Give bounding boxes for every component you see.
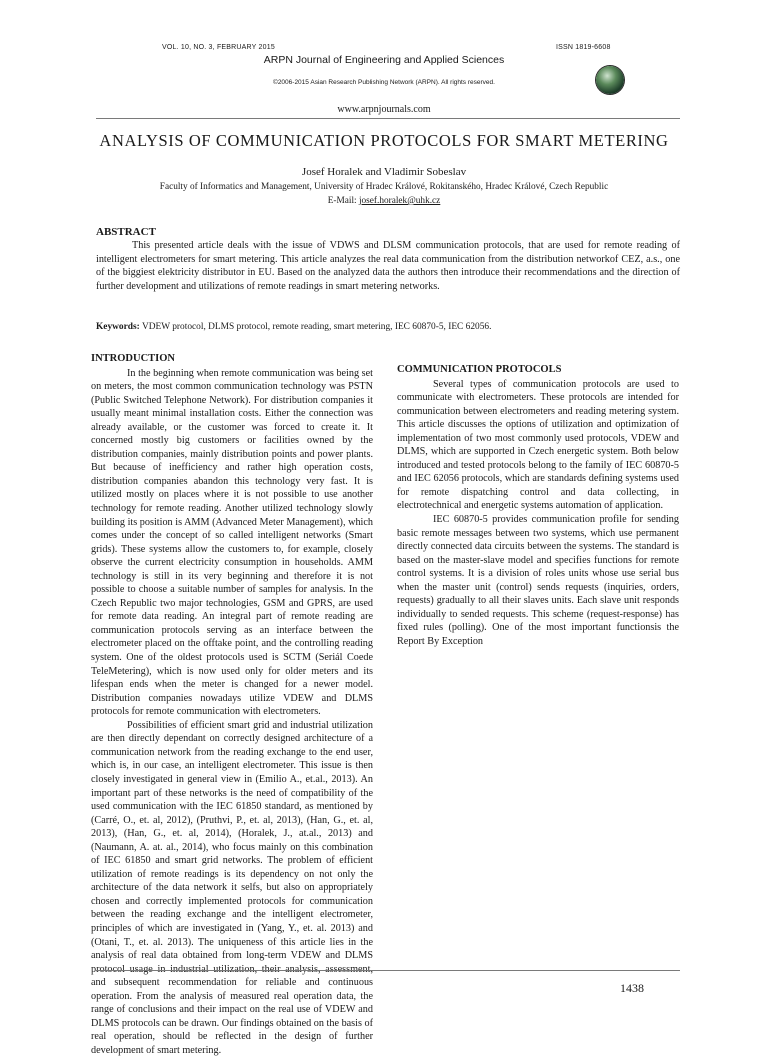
header-divider <box>96 118 680 119</box>
introduction-paragraph-2: Possibilities of efficient smart grid and industrial utilization are then directly dependant on correctly designed architecture of a communication network from the reading exchange to the end user, which is, in our case, an intelligent electrometer. This issue is then closely investigated in general view in (Emilio A., et.al., 2013). An important part of these networks is the need of compatibility of the used communication with the IEC 61850 standard, as mentioned by (Carré, O., et. al, 2012), (Pruthvi, P., et. al, 2013), (Han, G., et. al, 2013), (Han, G., et. al, 2014), (Horalek, J., at.al., 2013) and (Naumann, A. at. al., 2014), who focus mainly on this combination of IEC 61850 and smart grid networks. The problem of efficient utilization of remote readings is its dependency on not only the architecture of the data network it selfs, but also on appropriately chosen and correctly implemented protocols for communication between the reading exchange and the intelligent electrometer, principles of which are investigated in (Yang, Y., et. al. 2013) and (Otani, T., et. al. 2013). The uniqueness of this article lies in the analysis of real data obtained from long-term VDEW and DLMS protocol usage in industrial utilization, their analysis, assessment, and subsequent recommendation for reliable and continuous operation. From the analysis of measured real operation data, the range of conclusions and their impact on the real use of VDEW and DLMS protocols can be drawn. Our findings obtained on the basis of real operation, should be reflected in the design of further development of smart metering. <box>91 719 373 1056</box>
copyright-notice: ©2006-2015 Asian Research Publishing Network (ARPN). All rights reserved. <box>273 79 495 86</box>
left-column <box>91 352 373 1057</box>
keywords-text: VDEW protocol, DLMS protocol, remote reading, smart metering, IEC 60870-5, IEC 62056. <box>141 322 492 332</box>
introduction-heading: INTRODUCTION <box>91 353 176 364</box>
right-column <box>397 352 679 648</box>
volume-info: VOL. 10, NO. 3, FEBRUARY 2015 <box>162 44 275 51</box>
journal-website: www.arpnjournals.com <box>337 104 431 115</box>
author-email-line <box>0 196 768 206</box>
footer-divider <box>96 970 680 971</box>
issn: ISSN 1819-6608 <box>556 44 611 51</box>
page-number: 1438 <box>620 981 644 995</box>
email-label: E-Mail: <box>327 196 357 206</box>
keywords-line <box>96 322 680 332</box>
abstract-heading: ABSTRACT <box>96 226 156 238</box>
protocols-paragraph-2: IEC 60870-5 provides communication profile for sending basic remote messages between two systems, which use permanent directly connected data circuits between the systems. The standard is based on the master-slave model and specifies functions for remote control systems. It is a division of roles units whose use serial bus when the master unit (control) sends requests (inquiries, orders, requests) gradually to all their slaves units. Each slave unit responds individually to sended requests. This scheme (request-response) has fixed rules (polling). One of the most important functionsis the Report By Exception <box>397 514 679 647</box>
protocols-paragraph-1: Several types of communication protocols are used to communicate with electrometers. These protocols are intended for communication between electrometers and reading metering system. This article discusses the options of utilization and optimization of implementation of two most commonly used protocols, VDEW and DLMS, which are supported in Czech energetic system. Both below introduced and tested protocols belong to the family of IEC 60870-5 and IEC 62056 protocols, which are standards defining systems used for remote dispatching control and data collecting, in electrotechnical and energetic systems automation of application. <box>397 378 679 512</box>
abstract-text: This presented article deals with the issue of VDWS and DLSM communication protocols, that are used for remote reading of intelligent electrometers for smart metering. This article analyzes the real data communication from the distribution networkof CEZ, a.s., one of the biggiest elektricity distributor in EU. Based on the analyzed data the authors then introduce their recommendations and the direction of further development and utilizations of remote readings in smart metering networks. <box>96 240 680 292</box>
keywords-label: Keywords: <box>96 322 140 332</box>
protocols-heading: COMMUNICATION PROTOCOLS <box>397 364 562 375</box>
paper-title: ANALYSIS OF COMMUNICATION PROTOCOLS FOR SMART METERING <box>99 131 669 150</box>
journal-name: ARPN Journal of Engineering and Applied Sciences <box>263 54 505 66</box>
introduction-paragraph-1: In the beginning when remote communication was being set on meters, the most common communication technology was PSTN (Public Switched Telephone Network). For distribution companies it usually meant minimal installation costs. Either the connection was already available, or the customer was forced to create it. It concerned mostly big customers or facilities owned by the distribution companies, mainly distribution points and power plants. But because of inefficiency and rather high operation costs, distribution companies abandon this technology very fast. It is utilized mostly on places where it is not possible to use another technology for remote reading. Another utilized technology slowly building its position is AMM (Advanced Meter Management), which comes under the concept of so called intelligent networks (Smart grids). These systems allow the customers to, for example, closely observe the current electricity consumption in households. AMM technology is still in its very beginning and therefore it is not possible to choose a suitable number of samples for analysis. In the Czech Republic two major technologies, GSM and GPRS, are used for remote data reading. An integral part of remote reading are communication protocols serving as an interface between the electrometer placed on the offtake point, and the controlling reading system. One of the oldest protocols used is SCTM (Seriál Coede TeleMetering), which is now used only for older meters and its lifespan ends when the meter is changed for a newer model. Distribution companies nowadays utilize VDEW and DLMS protocols for remote communication with electrometers. <box>91 367 373 718</box>
author-affiliation: Faculty of Informatics and Management, University of Hradec Králové, Rokitanského, Hradec Králové, Czech Republic <box>159 182 609 192</box>
paper-authors: Josef Horalek and Vladimir Sobeslav <box>301 166 467 178</box>
email-link[interactable]: josef.horalek@uhk.cz <box>358 196 441 206</box>
